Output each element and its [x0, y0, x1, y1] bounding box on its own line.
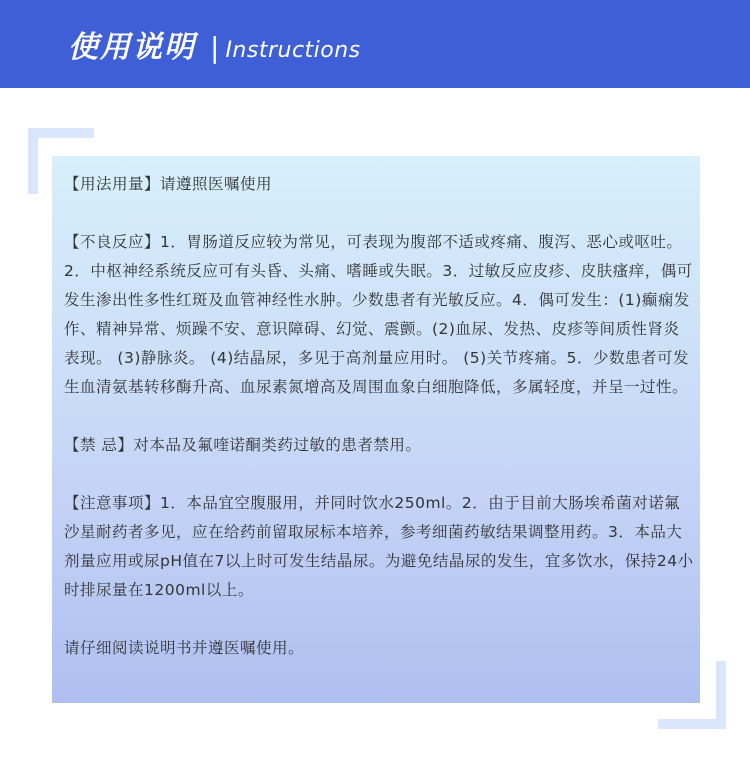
- instructions-content: [64, 170, 694, 663]
- title-separator: |: [210, 31, 220, 64]
- page-title: [68, 22, 361, 66]
- title-chinese: 使用说明: [68, 30, 196, 65]
- precautions-section: 【注意事项】1．本品宜空腹服用，并同时饮水250ml。2．由于目前大肠埃希菌对诺氟沙星耐药者多见，应在给药前留取尿标本培养，参考细菌药敏结果调整用药。3．本品大剂量应用或尿pH值在7以上时可发生结晶尿。为避免结晶尿的发生，宜多饮水，保持24小时排尿量在1200ml以上。: [64, 494, 694, 599]
- corner-decoration-bottom-right-vertical: [716, 661, 726, 729]
- corner-decoration-top-left-vertical: [28, 128, 38, 194]
- usage-section: 【用法用量】请遵照医嘱使用: [64, 175, 273, 193]
- contraindications-section: 【禁 忌】对本品及氟喹诺酮类药过敏的患者禁用。: [64, 436, 422, 454]
- title-english: Instructions: [225, 38, 361, 63]
- reading-note: 请仔细阅读说明书并遵医嘱使用。: [64, 639, 305, 657]
- header-banner: [0, 0, 750, 88]
- adverse-reactions-section: 【不良反应】1．胃肠道反应较为常见，可表现为腹部不适或疼痛、腹泻、恶心或呕吐。2．中枢神经系统反应可有头昏、头痛、嗜睡或失眠。3．过敏反应皮疹、皮肤瘙痒，偶可发生渗出性多性红斑及血管神经性水肿。少数患者有光敏反应。4．偶可发生：(1)癫痫发作、精神异常、烦躁不安、意识障碍、幻觉、震颤。(2)血尿、发热、皮疹等间质性肾炎表现。 (3)静脉炎。 (4)结晶尿，多见于高剂量应用时。 (5)关节疼痛。5．少数患者可发生血清氨基转移酶升高、血尿素氮增高及周围血象白细胞降低，多属轻度，并呈一过性。: [64, 233, 693, 396]
